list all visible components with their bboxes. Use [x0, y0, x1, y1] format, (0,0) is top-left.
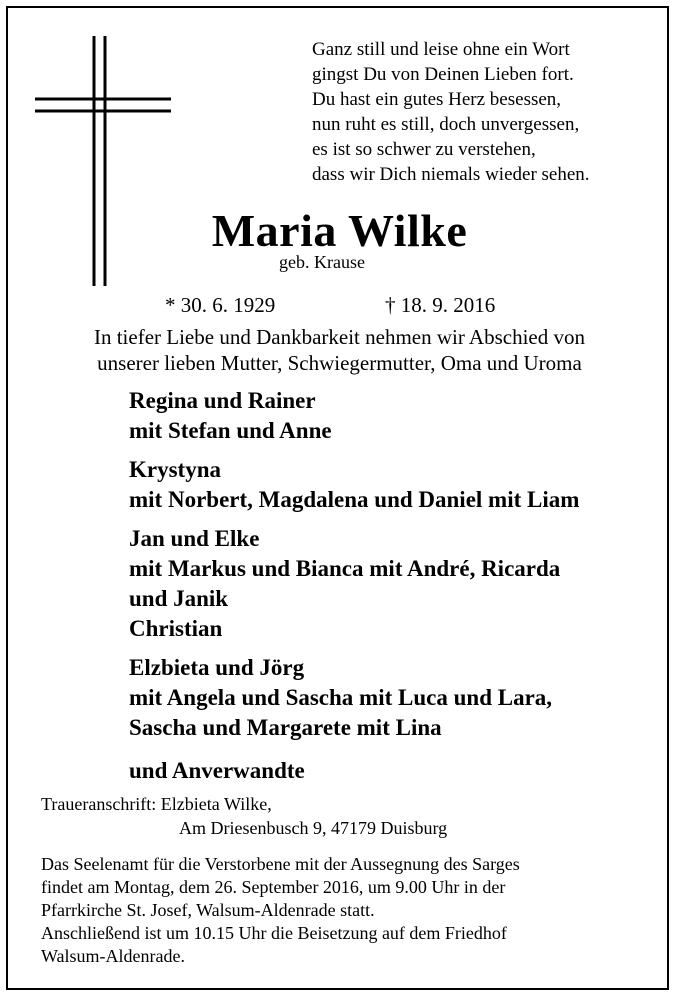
intro-text: [0, 324, 679, 376]
service-line: Pfarrkirche St. Josef, Walsum-Aldenrade statt.: [41, 900, 375, 920]
family-line: Elzbieta und Jörg: [129, 655, 305, 680]
service-line: Walsum-Aldenrade.: [41, 946, 185, 966]
family-group: [129, 524, 579, 644]
birth-date: * 30. 6. 1929: [165, 293, 276, 317]
poem-line: es ist so schwer zu verstehen,: [312, 139, 536, 160]
service-line: findet am Montag, dem 26. September 2016, um 9.00 Uhr in der: [41, 877, 506, 897]
service-info: [41, 853, 520, 968]
address-label-line: Traueranschrift: Elzbieta Wilke,: [41, 794, 272, 814]
family-line: Krystyna: [129, 457, 221, 482]
family-line: mit Angela und Sascha mit Luca und Lara,: [129, 685, 553, 710]
address-street-line: Am Driesenbusch 9, 47179 Duisburg: [179, 818, 448, 838]
poem-line: Ganz still und leise ohne ein Wort: [312, 39, 570, 60]
poem-line: gingst Du von Deinen Lieben fort.: [312, 64, 574, 85]
family-line: Jan und Elke: [129, 526, 260, 551]
poem-line: Du hast ein gutes Herz besessen,: [312, 89, 562, 110]
family-line: Sascha und Margarete mit Lina: [129, 715, 442, 740]
service-line: Das Seelenamt für die Verstorbene mit der Aussegnung des Sarges: [41, 854, 520, 874]
service-line: Anschließend ist um 10.15 Uhr die Beisetzung auf dem Friedhof: [41, 923, 507, 943]
poem: [312, 37, 642, 187]
family-line: mit Norbert, Magdalena und Daniel mit Liam: [129, 487, 580, 512]
deceased-name: Maria Wilke: [211, 205, 468, 256]
family-line: mit Stefan und Anne: [129, 418, 332, 443]
birth-name: geb. Krause: [279, 252, 365, 272]
intro-line: unserer lieben Mutter, Schwiegermutter, Oma und Uroma: [97, 351, 582, 375]
family-group: [129, 455, 579, 515]
family-line: mit Markus und Bianca mit André, Ricarda: [129, 556, 561, 581]
poem-line: nun ruht es still, doch unvergessen,: [312, 114, 580, 135]
mourners-list: [129, 386, 579, 752]
family-line: Regina und Rainer: [129, 388, 316, 413]
death-date: † 18. 9. 2016: [385, 293, 496, 317]
family-line: und Janik: [129, 586, 229, 611]
poem-line: dass wir Dich niemals wieder sehen.: [312, 164, 590, 185]
family-group: [129, 386, 579, 446]
intro-line: In tiefer Liebe und Dankbarkeit nehmen wir Abschied von: [93, 325, 585, 349]
family-group: [129, 653, 579, 743]
mourning-address: [41, 792, 447, 840]
family-line: Christian: [129, 616, 223, 641]
relatives-line: und Anverwandte: [129, 758, 305, 783]
